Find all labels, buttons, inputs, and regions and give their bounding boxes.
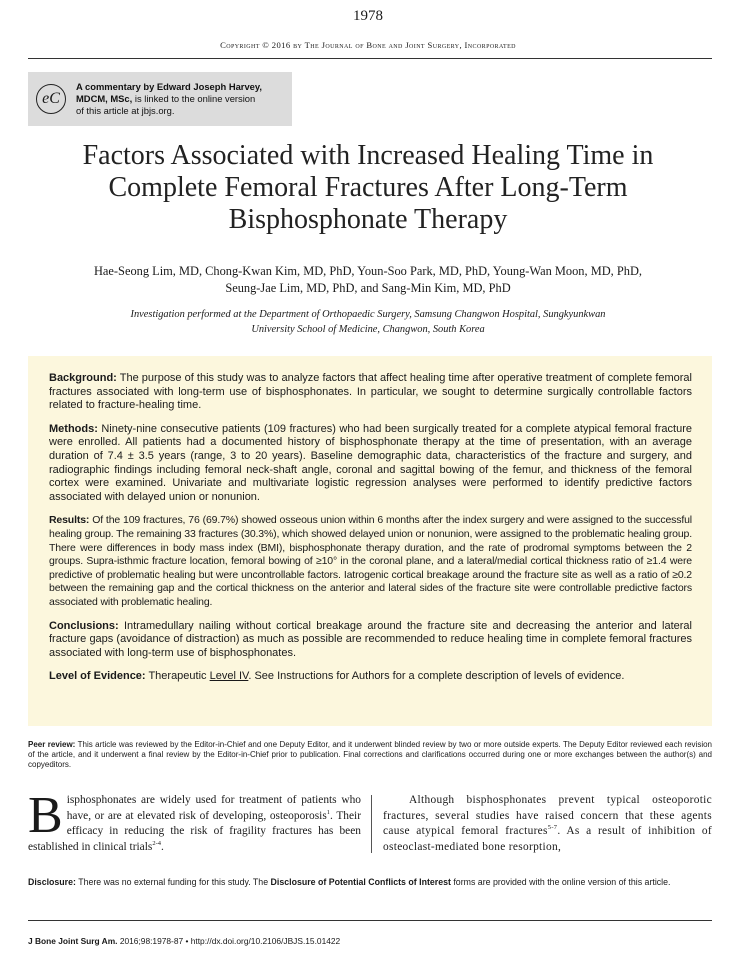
citation-ref[interactable]: 2-4	[152, 839, 161, 847]
abstract-conclusions	[49, 620, 692, 661]
methods-text: Ninety-nine consecutive patients (109 fractures) who had been surgically treated for a complete atypical femoral fracture were enrolled. All patients had a documented history of bisphosphonate therapy at the time of presentation, with an average duration of 7.4 ± 3.5 years (range, 3 to 20 years). Baseline demographic data, characteristics of the fracture and surgery, and radiographic findings including femoral neck-shaft angle, coronal and sagittal bowing of the femur, and thickness of the femoral cortex were examined. Univariate and multivariate logistic regression analyses were performed to identify predictive factors associated with delayed union or nonunion.	[49, 422, 692, 503]
body-column-right	[383, 793, 712, 855]
doi-citation[interactable]: 2016;98:1978-87 • http://dx.doi.org/10.2106/JBJS.15.01422	[117, 936, 341, 946]
page-number: 1978	[353, 8, 383, 24]
abstract-background	[49, 372, 692, 413]
results-heading: Results:	[49, 514, 90, 527]
commentary-text	[76, 81, 262, 116]
affiliation	[60, 307, 676, 337]
body-right-text-2: . As a result of inhibition of osteoclast-mediated bone resorption,	[383, 825, 713, 853]
disclosure-heading: Disclosure:	[28, 877, 76, 887]
drop-cap: B	[28, 787, 63, 844]
body-column-left	[28, 787, 361, 855]
results-text: Of the 109 fractures, 76 (69.7%) showed osseous union within 6 months after the index surgery and were assigned to the successful healing group. The remaining 33 fractures (30.3%), which showed delayed union or nonunion, were assigned to the problematic healing group. There were differences in body mass index (BMI), bisphosphonate therapy duration, and the rate of prodromal symptoms between the 2 groups. Supra-isthmic fracture location, femoral bowing of ≥10° in the coronal plane, and a lateral/medial cortical thickness ratio of ≥1.4 were predictive of problematic healing but were uncontrollable factors. Iatrogenic cortical breakage around the fracture site as well as a ratio of ≥0.2 between the remaining gap and the cortical thickness on the anterior and lateral sides of the fracture site were controllable predictive factors associated with problematic healing.	[49, 514, 692, 608]
conclusions-text: Intramedullary nailing without cortical breakage around the fracture site and decreasing the anterior and lateral fracture gaps (avoidance of distraction) as much as possible are recommended to reduce healing time in complete femoral fractures associated with long-term use of bisphosphonates.	[49, 619, 692, 659]
footer-rule	[28, 920, 712, 921]
methods-heading: Methods:	[49, 422, 98, 435]
affiliation-line-1: Investigation performed at the Department of Orthopaedic Surgery, Samsung Changwon Hospital, Sungkyunkwan	[130, 309, 606, 320]
body-left-text-1: isphosphonates are widely used for treatment of patients who have, or are at elevated risk of developing, osteoporosis	[66, 794, 361, 822]
author-line-2: Seung-Jae Lim, MD, PhD, and Sang-Min Kim, MD, PhD	[225, 281, 511, 295]
disclosure-link[interactable]: Disclosure of Potential Conflicts of Interest	[270, 877, 451, 887]
citation-ref[interactable]: 1	[326, 808, 331, 816]
journal-abbrev: J Bone Joint Surg Am.	[28, 936, 118, 946]
level-of-evidence-link[interactable]: Level IV	[209, 670, 249, 683]
citation-footer	[28, 936, 340, 946]
abstract-level-of-evidence	[49, 670, 692, 684]
commentary-credentials: MDCM, MSc,	[76, 93, 133, 105]
loe-pre: Therapeutic	[145, 670, 210, 683]
background-text: The purpose of this study was to analyze factors that affect healing time after operative treatment of complete femoral fractures associated with long-term use of bisphosphonates. In particular, we sought to determine surgically controllable factors related to fracture-healing time.	[49, 372, 692, 412]
loe-heading: Level of Evidence:	[49, 670, 146, 683]
body-left-text-2: . Their efficacy in reducing the risk of fragility fractures has been established in clinical trials	[28, 809, 361, 853]
peer-review-text: This article was reviewed by the Editor-in-Chief and one Deputy Editor, and it underwent blinded review by two or more outside experts. The Deputy Editor reviewed each revision of the article, and it underwent a final review by the Editor-in-Chief prior to publication. Final corrections and clarifications occurred during one or more exchanges between the author(s) and copyeditors.	[28, 740, 713, 770]
disclosure-pre: There was no external funding for this study. The	[75, 877, 271, 887]
abstract-results	[49, 514, 692, 609]
citation-ref[interactable]: 5-7	[547, 824, 558, 832]
abstract-methods	[49, 423, 692, 505]
commentary-line-1: A commentary by Edward Joseph Harvey,	[76, 81, 263, 93]
affiliation-line-2: University School of Medicine, Changwon, South Korea	[251, 324, 485, 335]
peer-review-note	[28, 740, 712, 771]
abstract	[28, 356, 712, 726]
body-right-text-1: Although bisphosphonates prevent typical osteoporotic fractures, several studies have raised concern that these agents cause atypical femoral fractures	[383, 794, 712, 838]
article-title: Factors Associated with Increased Healing Time in Complete Femoral Fractures After Long-Term Bisphosphonate Therapy	[82, 140, 654, 235]
commentary-line-3: of this article at jbjs.org.	[76, 104, 175, 116]
column-divider	[371, 795, 372, 853]
loe-post: . See Instructions for Authors for a complete description of levels of evidence.	[248, 670, 625, 683]
copyright-line: Copyright © 2016 by The Journal of Bone and Joint Surgery, Incorporated	[220, 40, 516, 50]
body-left-text-3: .	[161, 840, 164, 853]
conclusions-heading: Conclusions:	[49, 619, 119, 632]
author-list	[40, 263, 696, 297]
author-line-1: Hae-Seong Lim, MD, Chong-Kwan Kim, MD, PhD, Youn-Soo Park, MD, PhD, Young-Wan Moon, MD, PhD,	[93, 264, 642, 278]
header-rule	[28, 58, 712, 59]
background-heading: Background:	[49, 372, 117, 384]
commentary-line-2: is linked to the online version	[132, 93, 256, 105]
ecommentary-icon: eC	[36, 84, 66, 114]
disclosure-post: forms are provided with the online version of this article.	[450, 877, 671, 887]
disclosure-note	[28, 876, 712, 888]
commentary-box[interactable]	[28, 72, 292, 126]
peer-review-heading: Peer review:	[28, 740, 76, 749]
